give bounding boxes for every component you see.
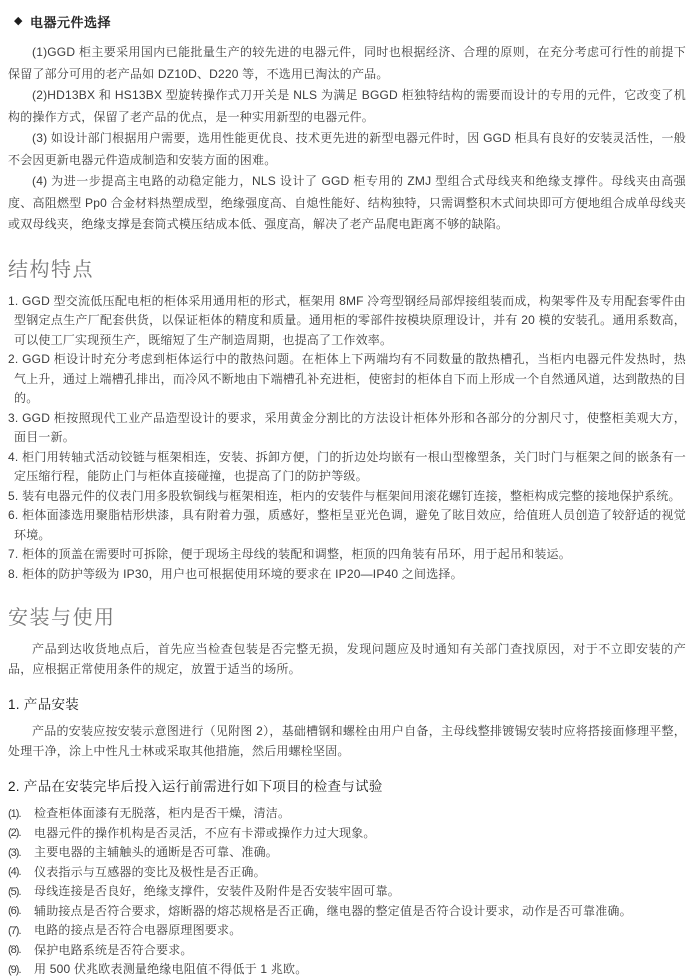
checklist-item: [8, 863, 686, 883]
checklist-item: [8, 921, 686, 941]
feature-item: 7. 柜体的顶盖在需要时可拆除，便于现场主母线的装配和调整，柜顶的四角装有吊环，用于起吊和装运。: [8, 547, 571, 561]
checklist-item-number: (9).: [8, 963, 21, 976]
section-title-installation-use: 安装与使用: [8, 607, 116, 629]
section-title-component-selection: [14, 12, 686, 31]
checklist-item-text: 检查柜体面漆有无脱落，柜内是否干燥，清洁。: [34, 806, 291, 820]
checklist-item-number: (6).: [8, 905, 21, 917]
checklist-item-number: (2).: [8, 827, 21, 839]
paragraph: (1)GGD 柜主要采用国内已能批量生产的较先进的电器元件，同时也根据经济、合理的原则，在充分考虑可行性的前提下保留了部分可用的老产品如 DZ10D、D220 等，不选用已淘汰的产品。: [8, 45, 686, 81]
checklist-item: [8, 960, 686, 980]
checklist-item-number: (4).: [8, 866, 21, 878]
checklist-item: [8, 941, 686, 961]
checklist-item-text: 仪表指示与互感器的变比及极性是否正确。: [34, 864, 266, 879]
checklist: [8, 804, 686, 980]
feature-item: 2. GGD 柜设计时充分考虑到柜体运行中的散热问题。在柜体上下两端均有不同数量的散热槽孔，当柜内电器元件发热时，热气上升，通过上端槽孔排出，而冷风不断地由下端槽孔补充进柜，使密封的柜体自下而上形成一个自然通风道，达到散热的目的。: [8, 352, 686, 405]
feature-item: 5. 装有电器元件的仪表门用多股软铜线与框架相连，柜内的安装件与框架间用滚花螺钉连接，整柜构成完整的接地保护系统。: [8, 488, 681, 503]
installation-intro: 产品到达收货地点后，首先应当检查包装是否完整无损，发现问题应及时通知有关部门查找原因，对于不立即安装的产品，应根据正常使用条件的规定，放置于适当的场所。: [8, 642, 686, 676]
paragraph: (2)HD13BX 和 HS13BX 型旋转操作式刀开关是 NLS 为满足 BGGD 柜独特结构的需要而设计的专用的元件，它改变了机构的操作方式，保留了老产品的优点，是一种实用新型的电器元件。: [8, 88, 686, 124]
feature-item: 6. 柜体面漆选用聚脂桔形烘漆，具有附着力强，质感好，整柜呈亚光色调，避免了眩目效应，给值班人员创造了较舒适的视觉环境。: [8, 508, 686, 542]
checklist-item-number: (8).: [8, 944, 21, 956]
checklist-item-text: 保护电路系统是否符合要求。: [34, 942, 193, 957]
feature-item: 8. 柜体的防护等级为 IP30，用户也可根据使用环境的要求在 IP20—IP40 之间选择。: [8, 566, 463, 581]
feature-item: 3. GGD 柜按照现代工业产品造型设计的要求，采用黄金分割比的方法设计柜体外形和各部分的分割尺寸，使整柜美观大方，面目一新。: [8, 410, 686, 444]
subsection-title-product-install: 1. 产品安装: [8, 697, 80, 712]
paragraph: (3) 如设计部门根据用户需要，选用性能更优良、技术更先进的新型电器元件时，因 GGD 柜具有良好的安装灵活性，一般不会因更新电器元件造成制造和安装方面的困难。: [8, 131, 686, 167]
checklist-item-text: 电器元件的操作机构是否灵活，不应有卡滞或操作力过大现象。: [34, 825, 376, 840]
section-title-structure-features: 结构特点: [8, 258, 94, 281]
checklist-item: [8, 843, 686, 863]
checklist-item-text: 主要电器的主辅触头的通断是否可靠、准确。: [34, 845, 279, 859]
checklist-item: [8, 804, 686, 824]
checklist-item-number: (1).: [8, 807, 21, 820]
checklist-item-number: (7).: [8, 924, 21, 937]
feature-item: 1. GGD 型交流低压配电柜的柜体采用通用柜的形式，框架用 8MF 冷弯型钢经局部焊接组装而成，构架零件及专用配套零件由型钢定点生产厂配套供货，以保证柜体的精度和质量。通用柜的零部件按模块原理设计，并有 20 模的安装孔。通用系数高，可以使工厂实现预生产，既缩短了生产制造周期，也提高了工作效率。: [8, 293, 686, 347]
feature-item: 4. 柜门用转轴式活动铰链与框架相连，安装、拆卸方便，门的折边处均嵌有一根山型橡塑条，关门时门与框架之间的嵌条有一定压缩行程，能防止门与柜体直接碰撞，也提高了门的防护等级。: [8, 449, 686, 483]
checklist-item: [8, 882, 686, 902]
paragraph: (4) 为进一步提高主电路的动稳定能力，NLS 设计了 GGD 柜专用的 ZMJ 型组合式母线夹和绝缘支撑件。母线夹由高强度、高阻燃型 Pp0 合金材料热塑成型，绝缘强度高、自熄性能好、结构独特，只需调整积木式间块即可方便地组合成单母线夹或双母线夹，绝缘支撑是套筒式模压结成本低、强度高，解决了老产品爬电距离不够的缺陷。: [8, 174, 686, 231]
checklist-item: [8, 824, 686, 844]
checklist-item-number: (5).: [8, 885, 21, 898]
checklist-item: [8, 902, 686, 922]
checklist-item-text: 辅助接点是否符合要求，熔断器的熔芯规格是否正确，继电器的整定值是否符合设计要求，动作是否可靠准确。: [34, 903, 632, 918]
subsection-title-pre-run-checks: 2. 产品在安装完毕后投入运行前需进行如下项目的检查与试验: [8, 779, 383, 794]
checklist-item-text: 电路的接点是否符合电器原理图要求。: [34, 923, 242, 937]
diamond-bullet-icon: ◆: [14, 15, 23, 27]
checklist-item-number: (3).: [8, 846, 21, 859]
product-install-body: 产品的安装应按安装示意图进行（见附图 2），基础槽钢和螺栓由用户自备，主母线整排镀锡安装时应将搭接面修理平整，处理干净，涂上中性凡士林或采取其他措施，然后用螺栓坚固。: [8, 724, 686, 758]
checklist-item-text: 用 500 伏兆欧表测量绝缘电阻值不得低于 1 兆欧。: [34, 962, 308, 976]
checklist-item-text: 母线连接是否良好，绝缘支撑件，安装件及附件是否安装牢固可靠。: [34, 884, 401, 898]
section-title-text: 电器元件选择: [29, 15, 111, 30]
